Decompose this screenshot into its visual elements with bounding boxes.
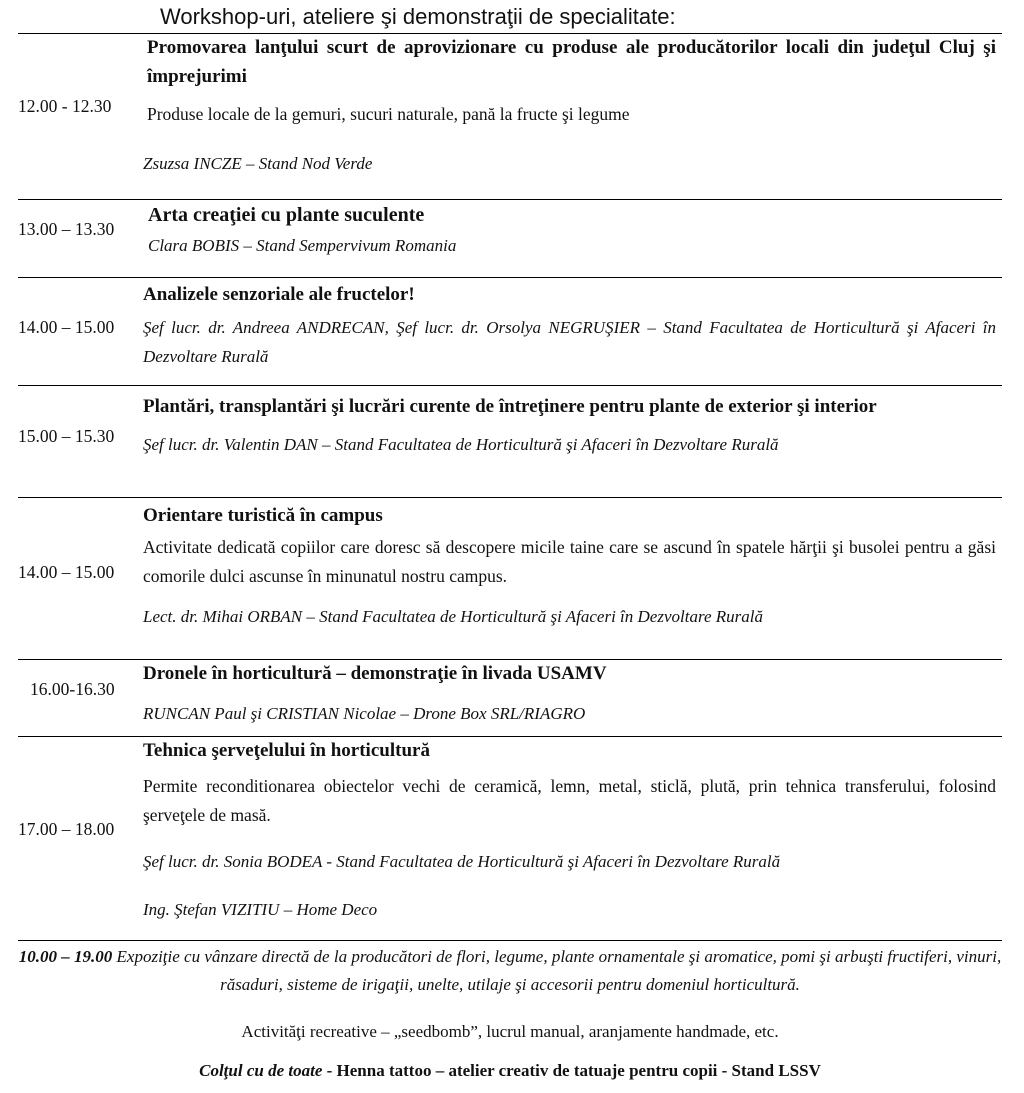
session-time: 17.00 – 18.00 (18, 819, 115, 839)
session-speaker: Şef lucr. dr. Andreea ANDRECAN, Şef lucr. dr. Orsolya NEGRUŞIER – Stand Facultatea de Horticultură şi Afaceri în Dezvoltare Rurală (143, 318, 996, 366)
row-divider (18, 277, 1002, 278)
session-title: Plantări, transplantări şi lucrări curente de întreţinere pentru plante de exterior şi interior (143, 396, 877, 417)
session-description: Activitate dedicată copiilor care doresc să descopere micile taine care se ascund în spatele hărţii şi busolei pentru a găsi comorile dulci ascunse în minunatul nostru campus. (143, 537, 996, 586)
row-divider (18, 497, 1002, 498)
session-time: 14.00 – 15.00 (18, 317, 115, 337)
session-title: Dronele în horticultură – demonstraţie în livada USAMV (143, 663, 607, 684)
corner-note (18, 1057, 1002, 1085)
session-time: 16.00-16.30 (30, 679, 115, 699)
session-speaker: RUNCAN Paul şi CRISTIAN Nicolae – Drone Box SRL/RIAGRO (143, 704, 586, 723)
row-divider (18, 199, 1002, 200)
page-title: Workshop-uri, ateliere şi demonstraţii de specialitate: (160, 4, 676, 29)
session-title: Arta creaţiei cu plante suculente (148, 204, 425, 226)
session-title: Orientare turistică în campus (143, 505, 383, 526)
corner-text: - Henna tattoo – atelier creativ de tatuaje pentru copii - Stand LSSV (322, 1061, 821, 1080)
exhibition-time: 10.00 – 19.00 (18, 947, 113, 966)
corner-label: Colţul cu de toate (199, 1061, 323, 1080)
session-time: 14.00 – 15.00 (18, 562, 115, 582)
session-speaker: Ing. Ştefan VIZITIU – Home Deco (143, 900, 378, 919)
session-speaker: Lect. dr. Mihai ORBAN – Stand Facultatea de Horticultură şi Afaceri în Dezvoltare Rurală (143, 607, 763, 626)
session-time: 12.00 - 12.30 (18, 96, 112, 116)
session-description: Produse locale de la gemuri, sucuri naturale, pană la fructe şi legume (147, 104, 630, 124)
session-description: Permite reconditionarea obiectelor vechi de ceramică, lemn, metal, sticlă, plută, prin tehnica transferului, folosind şerveţele de masă. (143, 776, 996, 825)
session-title: Promovarea lanţului scurt de aprovizionare cu produse ale producătorilor locali din judeţul Cluj şi împrejurimi (147, 37, 996, 87)
exhibition-note (18, 943, 1002, 999)
session-speaker: Zsuzsa INCZE – Stand Nod Verde (143, 154, 373, 173)
session-time: 13.00 – 13.30 (18, 219, 115, 239)
session-speaker: Şef lucr. dr. Sonia BODEA - Stand Facultatea de Horticultură şi Afaceri în Dezvoltare Rurală (143, 852, 781, 871)
row-divider (18, 385, 1002, 386)
session-title: Analizele senzoriale ale fructelor! (143, 284, 415, 305)
session-time: 15.00 – 15.30 (18, 426, 115, 446)
session-speaker: Clara BOBIS – Stand Sempervivum Romania (148, 236, 457, 255)
row-divider (18, 940, 1002, 941)
session-speaker: Şef lucr. dr. Valentin DAN – Stand Facultatea de Horticultură şi Afaceri în Dezvoltare Rurală (143, 435, 779, 454)
recreational-activities: Activităţi recreative – „seedbomb”, lucrul manual, aranjamente handmade, etc. (241, 1022, 779, 1041)
exhibition-text: Expoziţie cu vânzare directă de la producători de flori, legume, plante ornamentale şi aromatice, pomi şi arbuşti fructiferi, vinuri, răsaduri, sisteme de irigaţii, unelte, utilaje şi accesorii pentru domeniul horticultură. (112, 947, 1002, 994)
session-title: Tehnica şerveţelului în horticultură (143, 740, 430, 761)
